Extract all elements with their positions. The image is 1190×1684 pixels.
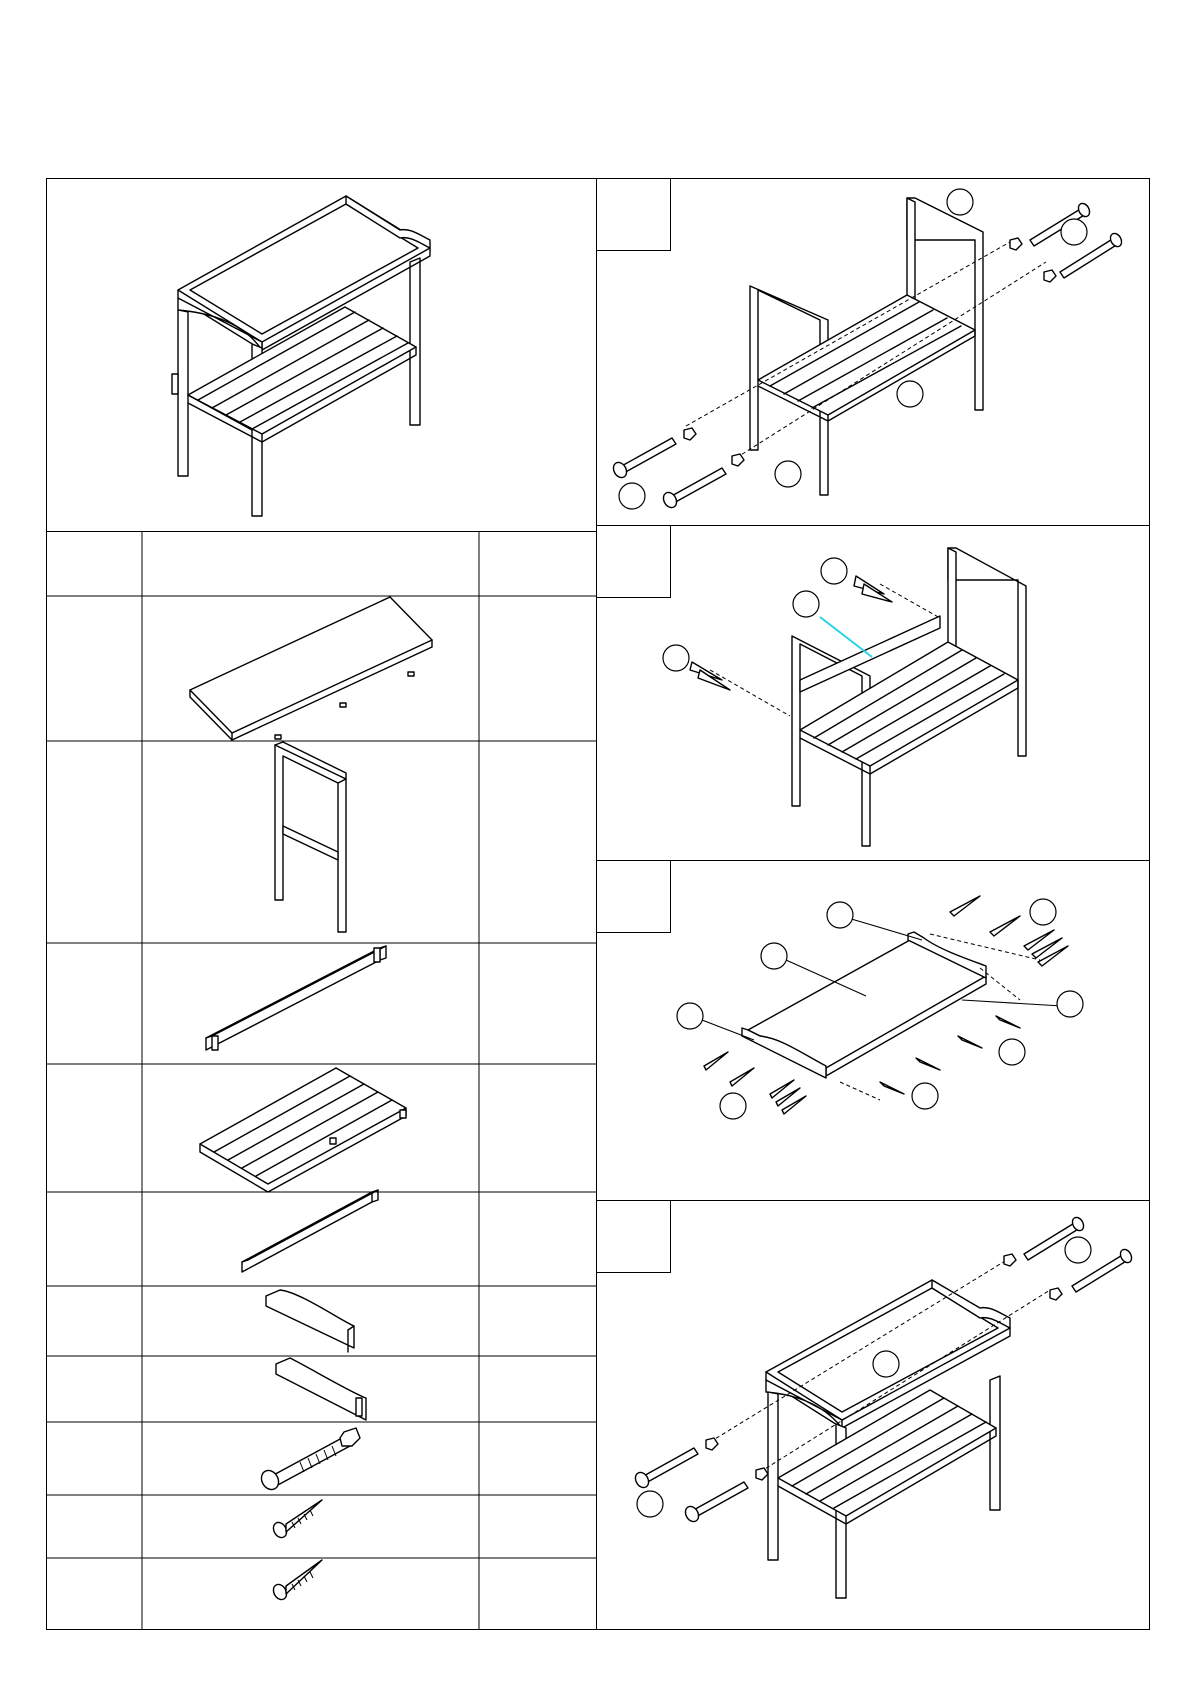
callout-circle: [619, 483, 645, 509]
callout-circle: [793, 591, 819, 617]
callout-circle: [827, 902, 853, 928]
part-short-screw: [271, 1500, 322, 1540]
callout-circle: [637, 1491, 663, 1517]
step4-drawing: [633, 1215, 1134, 1598]
part-side-board-a: [266, 1290, 354, 1352]
hero-bench-drawing: [172, 196, 430, 516]
part-side-frame: [275, 742, 346, 932]
callout-circle: [912, 1083, 938, 1109]
callout-circle: [1061, 219, 1087, 245]
callout-circle: [761, 943, 787, 969]
callout-circle: [1057, 991, 1083, 1017]
part-back-rail: [206, 946, 386, 1050]
callout-circle: [1030, 899, 1056, 925]
callout-circle: [947, 189, 973, 215]
part-front-rail: [242, 1190, 378, 1272]
callout-circle: [775, 461, 801, 487]
part-side-board-b: [276, 1358, 366, 1420]
callout-circle: [897, 381, 923, 407]
callout-circle: [873, 1351, 899, 1377]
part-table-top-panel: [190, 597, 432, 740]
part-slatted-shelf: [200, 1068, 406, 1192]
part-wood-screw: [271, 1560, 322, 1602]
parts-header-name: [142, 531, 479, 596]
parts-header-no: [46, 531, 142, 596]
callout-circle: [1065, 1237, 1091, 1263]
callout-circle: [999, 1039, 1025, 1065]
step3-drawing: [677, 896, 1083, 1119]
callout-circle: [663, 645, 689, 671]
callout-circle: [677, 1003, 703, 1029]
part-long-bolt: [258, 1428, 360, 1493]
step1-drawing: [611, 189, 1124, 510]
callout-circle: [720, 1093, 746, 1119]
step2-drawing: [663, 548, 1026, 846]
parts-header-qty: [479, 531, 597, 596]
callout-circle: [821, 558, 847, 584]
